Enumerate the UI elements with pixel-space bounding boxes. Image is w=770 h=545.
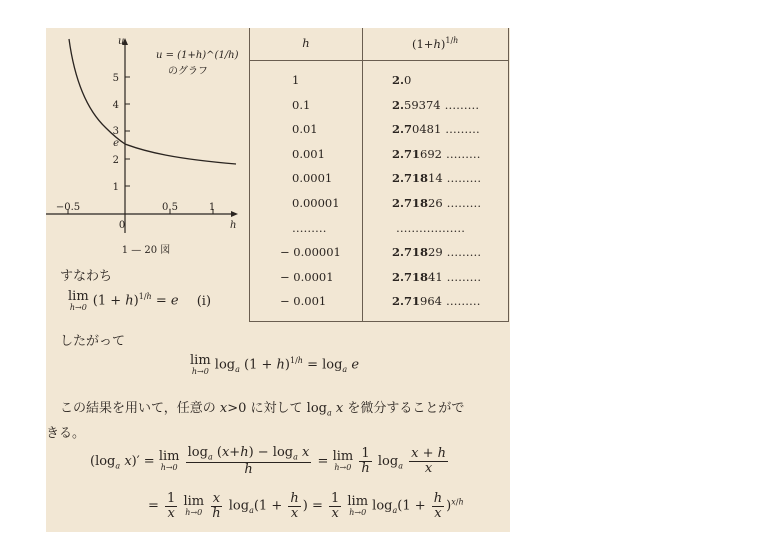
- y-tick-3: 3: [112, 126, 119, 137]
- table-header-h: h: [302, 36, 310, 50]
- paragraph-line2: きる。: [46, 426, 86, 441]
- function-graph: [46, 28, 246, 263]
- table-cell-h: 0.01: [292, 122, 318, 137]
- table-cell-value: 2.71826 ………: [392, 196, 482, 210]
- equation-i: lim h→0 $(1 + h)^{1/h} = e$ (i): [68, 289, 212, 312]
- figure-caption: 1 — 20 図: [121, 245, 171, 256]
- value-table: [249, 28, 509, 322]
- x-tick-1: 1: [208, 202, 216, 213]
- table-cell-value: ………………: [396, 220, 465, 235]
- table-cell-value: 2.71964 ………: [392, 294, 481, 309]
- y-tick-2: 2: [112, 155, 119, 166]
- y-axis-label: u: [118, 36, 125, 47]
- table-header-rule: [250, 60, 508, 61]
- table-cell-value: 2.71829 ………: [392, 245, 482, 260]
- table-header-u: $(1+h)^{1/h}$: [412, 36, 459, 51]
- table-cell-h: ………: [292, 220, 327, 235]
- equation-derivative: ($\log_a$ x)′ = lim h→0 $\frac{\log_a (x+h) - \log_a x}{h}$ = lim h→0 $\frac{1}{h}$ $\log_a$ $\frac{x + h}{x}$: [90, 445, 446, 477]
- x-axis-arrow: [231, 211, 238, 217]
- table-column-divider: [362, 28, 363, 321]
- paragraph-line1: この結果を用いて，任意の x>0 に対して $\log_a x$ を微分することがで: [60, 401, 465, 418]
- text-shitagatte: したがって: [60, 334, 126, 349]
- table-cell-h: − 0.00001: [280, 245, 341, 260]
- table-cell-h: 0.00001: [292, 196, 340, 210]
- legend-label: のグラフ: [168, 66, 208, 77]
- table-cell-value: 2.0: [392, 73, 412, 87]
- x-tick-0: 0: [118, 220, 126, 231]
- x-tick-neg05: −0.5: [55, 202, 81, 213]
- table-cell-h: 0.0001: [292, 171, 333, 186]
- table-cell-h: 0.001: [292, 146, 325, 161]
- equation-label: (i): [196, 293, 212, 309]
- book-page: [46, 28, 510, 532]
- table-cell-value: 2.59374 ………: [392, 97, 480, 112]
- equation-log-limit: lim h→0 $\log_a (1 + h)^{1/h} = \log_a e$: [190, 353, 360, 376]
- y-tick-4: 4: [112, 100, 119, 111]
- table-cell-h: − 0.0001: [280, 269, 334, 284]
- table-cell-value: 2.71692 ………: [392, 146, 481, 161]
- table-cell-value: 2.70481 ………: [392, 122, 480, 137]
- y-tick-5: 5: [112, 73, 119, 84]
- table-cell-value: 2.71841 ………: [392, 269, 482, 284]
- text-sunawachi: すなわち: [60, 269, 113, 284]
- x-tick-05: 0.5: [162, 202, 178, 213]
- table-cell-value: 2.71814 ………: [392, 171, 482, 186]
- table-cell-h: − 0.001: [280, 294, 327, 309]
- x-axis-label: h: [230, 220, 237, 231]
- table-cell-h: 0.1: [292, 97, 311, 112]
- legend-formula: u = (1+h)^(1/h): [156, 50, 239, 61]
- equation-derivative-2: = $\frac{1}{x}$ lim h→0 $\frac{x}{h}$ $\log_a(1$ + $\frac{h}{x}$ ) = $\frac{1}{x}$ lim h→0 $\log_a(1$ + $\frac{h}{x}$ )$^{x/h}$: [148, 491, 464, 521]
- y-tick-e: e: [113, 138, 119, 149]
- y-tick-1: 1: [112, 182, 119, 193]
- table-cell-h: 1: [292, 73, 300, 87]
